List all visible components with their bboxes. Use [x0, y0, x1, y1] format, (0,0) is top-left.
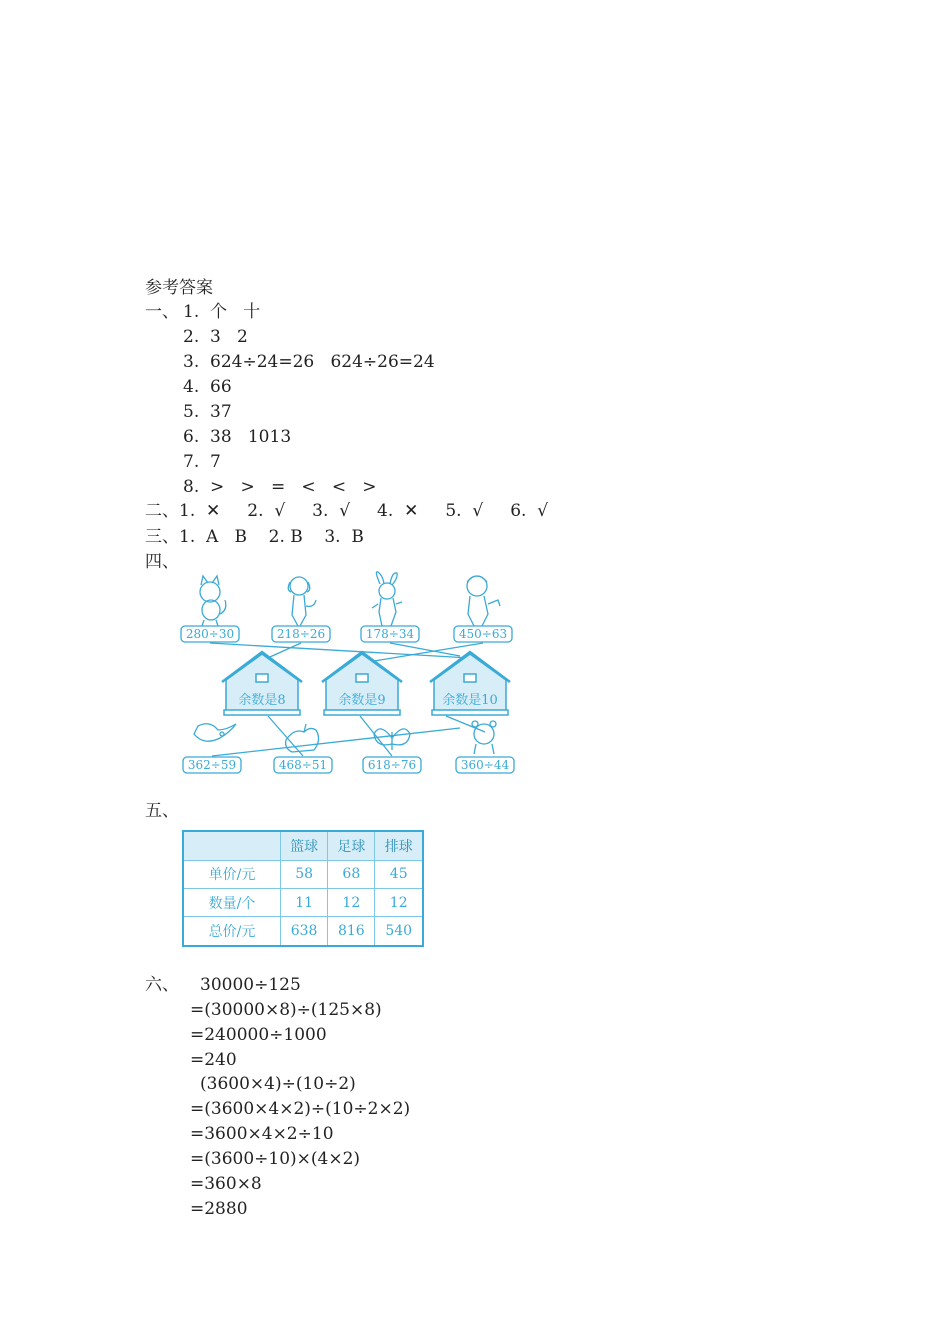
table-cell: 数量/个 [183, 888, 281, 916]
calc-line-1: 30000÷125 [200, 975, 301, 995]
top-expr-1: 280÷30 [185, 627, 235, 641]
table-header-cell: 排球 [375, 831, 423, 860]
page-title: 参考答案 [145, 278, 213, 298]
calc-line-10: =2880 [190, 1199, 248, 1219]
table-header-row [183, 831, 423, 860]
bottom-expr-3: 618÷76 [367, 758, 417, 772]
table-row [183, 860, 423, 888]
table-cell: 638 [281, 917, 328, 946]
bear-icon [472, 721, 496, 754]
section1-item-6: 6. 38 1013 [183, 427, 292, 447]
calc-line-9: =360×8 [190, 1174, 262, 1194]
section1-item-4: 4. 66 [183, 377, 232, 397]
table-row [183, 888, 423, 916]
table-cell: 540 [375, 917, 423, 946]
section1-item-1: 1. 个 十 [183, 302, 261, 322]
section2-answers: 二、1. ✕ 2. √ 3. √ 4. ✕ 5. √ 6. √ [145, 501, 549, 521]
table-cell: 11 [281, 888, 328, 916]
cat-icon [200, 576, 226, 626]
table-header-cell [183, 831, 281, 860]
table-cell: 45 [375, 860, 423, 888]
table-cell: 58 [281, 860, 328, 888]
table-cell: 12 [375, 888, 423, 916]
table-row [183, 917, 423, 946]
section3-answers: 三、1. A B 2. B 3. B [145, 527, 364, 547]
section6-marker: 六、 [145, 975, 179, 995]
table-header-cell: 足球 [328, 831, 375, 860]
table-header-cell: 篮球 [281, 831, 328, 860]
calc-line-3: =240000÷1000 [190, 1025, 327, 1045]
match-line-5 [212, 728, 460, 756]
section1-item-8: 8. > > = < < > [183, 477, 377, 497]
bottom-expr-2: 468÷51 [278, 758, 328, 772]
top-expr-3: 178÷34 [365, 627, 415, 641]
calc-line-8: =(3600÷10)×(4×2) [190, 1149, 361, 1169]
calc-line-7: =3600×4×2÷10 [190, 1124, 334, 1144]
section1-item-3: 3. 624÷24=26 624÷26=24 [183, 352, 435, 372]
table-cell: 12 [328, 888, 375, 916]
match-line-6 [268, 716, 303, 756]
calc-line-2: =(30000×8)÷(125×8) [190, 1000, 382, 1020]
table-cell: 总价/元 [183, 917, 281, 946]
calc-line-5: (3600×4)÷(10÷2) [200, 1074, 356, 1094]
calc-line-4: =240 [190, 1050, 237, 1070]
table-cell: 68 [328, 860, 375, 888]
bottom-expr-1: 362÷59 [187, 758, 237, 772]
match-line-8 [446, 716, 485, 732]
bird-icon [194, 724, 236, 741]
table-cell: 单价/元 [183, 860, 281, 888]
bottom-expr-4: 360÷44 [460, 758, 510, 772]
house-3-label: 余数是10 [442, 693, 498, 708]
section4-marker: 四、 [145, 552, 179, 572]
calc-line-6: =(3600×4×2)÷(10÷2×2) [190, 1099, 411, 1119]
section1-item-2: 2. 3 2 [183, 327, 248, 347]
table-cell: 816 [328, 917, 375, 946]
price-table [182, 830, 424, 947]
matching-diagram [170, 570, 530, 780]
section1-marker: 一、 [145, 302, 179, 322]
child-icon [467, 576, 500, 626]
rabbit-icon [372, 572, 402, 626]
dog-icon [288, 577, 316, 626]
section5-marker: 五、 [145, 801, 179, 821]
top-expr-2: 218÷26 [276, 627, 326, 641]
top-expr-4: 450÷63 [458, 627, 508, 641]
section1-item-7: 7. 7 [183, 452, 221, 472]
section1-item-5: 5. 37 [183, 402, 232, 422]
house-1-label: 余数是8 [238, 693, 286, 708]
rooster-icon [286, 724, 319, 752]
house-2-label: 余数是9 [338, 693, 386, 708]
